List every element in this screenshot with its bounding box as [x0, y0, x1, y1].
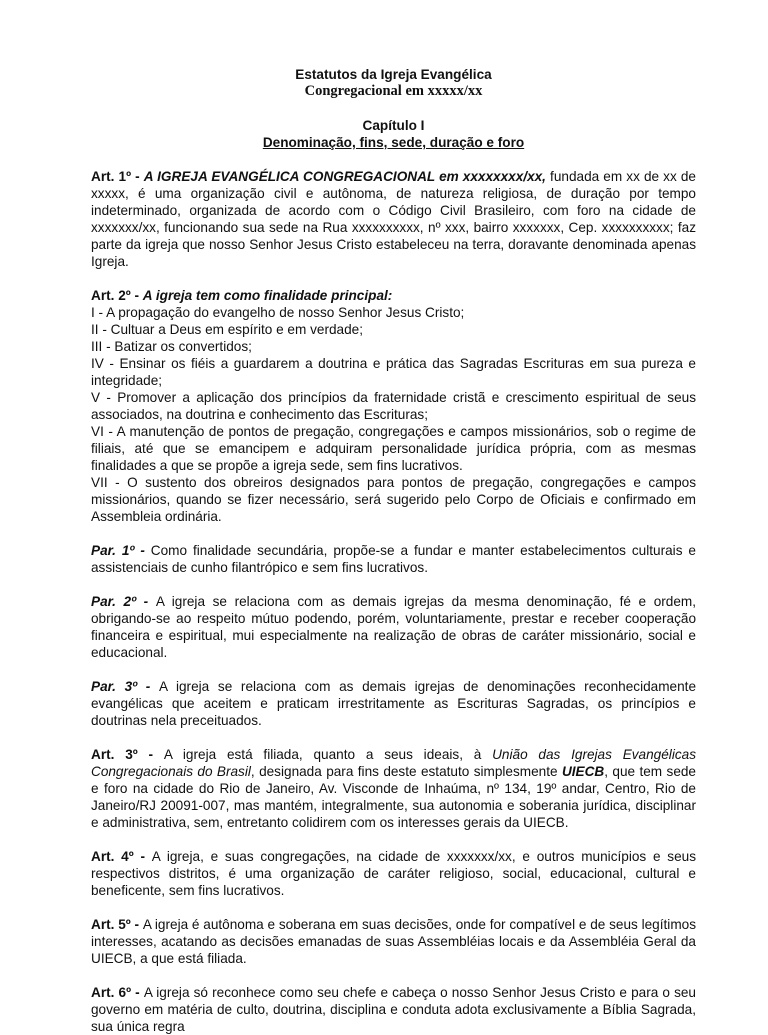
document-title-subline: Congregacional em xxxxx/xx	[304, 83, 483, 99]
document-title: Estatutos da Igreja Evangélica	[295, 67, 492, 82]
paragraph-1	[91, 542, 696, 576]
article-label: Art. 3º -	[91, 747, 164, 762]
article-text: A igreja está filiada, quanto a seus ideais, à	[163, 747, 493, 762]
paragraph-text: A igreja se relaciona com as demais igrejas de denominações reconhecidamente evangélicas que aceitem e praticam irrestritamente as Escrituras Sagradas, os princípios e doutrinas nela preceituados.	[91, 679, 697, 728]
article-6	[91, 984, 696, 1035]
list-item: VII - O sustento dos obreiros designados para pontos de pregação, congregações e campos missionários, quando se fizer necessário, será sugerido pelo Corpo de Oficiais e confirmado em Assembleia ordinária.	[91, 475, 696, 524]
article-text: A igreja, e suas congregações, na cidade de xxxxxxx/xx, e outros municípios e seus respectivos distritos, é uma organização de caráter religioso, social, educacional, cultural e beneficente, sem fins lucrativos.	[91, 849, 697, 898]
paragraph-2	[91, 593, 696, 661]
paragraph-3	[91, 678, 696, 729]
paragraph-text: A igreja se relaciona com as demais igrejas da mesma denominação, fé e ordem, obrigando-se ao respeito mútuo podendo, porém, voluntariamente, prestar e receber cooperação financeira e espiritual, mui especialmente na realização de obras de caráter missionário, social e educacional.	[91, 594, 696, 660]
article-label: Art. 5º -	[91, 917, 143, 932]
article-heading: A igreja tem como finalidade principal:	[142, 288, 393, 303]
article-label: Art. 4º -	[91, 849, 152, 864]
paragraph-label: Par. 2º -	[91, 594, 156, 609]
article-label: Art. 6º -	[91, 985, 144, 1000]
list-item: VI - A manutenção de pontos de pregação, congregações e campos missionários, sob o regime de filiais, até que se emancipem e adquiram personalidade jurídica própria, com as mesmas finalidades a que se propõe a igreja sede, sem fins lucrativos.	[91, 424, 696, 473]
paragraph-text: Como finalidade secundária, propõe-se a fundar e manter estabelecimentos culturais e assistenciais de cunho filantrópico e sem fins lucrativos.	[91, 543, 696, 575]
chapter-subtitle: Denominação, fins, sede, duração e foro	[262, 135, 525, 150]
paragraph-label: Par. 3º -	[91, 679, 159, 694]
list-item: I - A propagação do evangelho de nosso Senhor Jesus Cristo;	[91, 305, 465, 320]
list-item: III - Batizar os convertidos;	[91, 339, 252, 354]
union-acronym: UIECB	[561, 764, 605, 779]
article-3	[91, 746, 696, 831]
article-5	[91, 916, 696, 967]
article-label: Art. 2º -	[91, 288, 143, 303]
article-text: fundada em xx de xx de xxxxx, é uma organização civil e autônoma, de natureza religiosa, de duração por tempo indeterminado, organizada de acordo com o Código Civil Brasileiro, com foro na cidade de xxxxxxx/xx, funcionando sua sede na Rua xxxxxxxxxx, nº xxx, bairro xxxxxxx, Cep. xxxxxxxxxx; faz parte da igreja que nosso Senhor Jesus Cristo estabeleceu na terra, doravante denominada apenas Igreja.	[91, 169, 696, 269]
list-item: II - Cultuar a Deus em espírito e em verdade;	[91, 322, 363, 337]
article-2	[91, 287, 696, 525]
article-text: A igreja só reconhece como seu chefe e cabeça o nosso Senhor Jesus Cristo e para o seu governo em matéria de culto, doutrina, disciplina e conduta adota exclusivamente a Bíblia Sagrada, sua única regra	[91, 985, 696, 1034]
article-text: A igreja é autônoma e soberana em suas decisões, onde for compatível e de seus legítimos interesses, acatando as decisões emanadas de suas Assembléias locais e da Assembléia Geral da UIECB, a que está filiada.	[91, 917, 696, 966]
list-item: V - Promover a aplicação dos princípios da fraternidade cristã e crescimento espiritual de seus associados, na doutrina e conhecimento das Escrituras;	[91, 390, 696, 422]
article-4	[91, 848, 696, 899]
chapter-heading: Capítulo I	[362, 118, 425, 133]
article-1	[91, 168, 696, 270]
church-name: A IGREJA EVANGÉLICA CONGREGACIONAL em xxxxxxxx/xx,	[143, 169, 546, 184]
article-label: Art. 1º -	[91, 169, 144, 184]
paragraph-label: Par. 1º -	[91, 543, 151, 558]
article-text: , designada para fins deste estatuto simplesmente	[250, 764, 562, 779]
article-text: , que tem sede e foro na cidade do Rio de Janeiro, Av. Visconde de Inhaúma, nº 134, 19º andar, Centro, Rio de Janeiro/RJ 20091-007, mas mantém, integralmente, sua autonomia e soberania jurídica, disciplinar e administrativa, sem, entretanto colidirem com os interesses gerais da UIECB.	[91, 764, 696, 830]
list-item: IV - Ensinar os fiéis a guardarem a doutrina e prática das Sagradas Escrituras em sua pureza e integridade;	[91, 356, 696, 388]
union-name: União das Igrejas Evangélicas Congregacionais do Brasil	[91, 747, 696, 779]
